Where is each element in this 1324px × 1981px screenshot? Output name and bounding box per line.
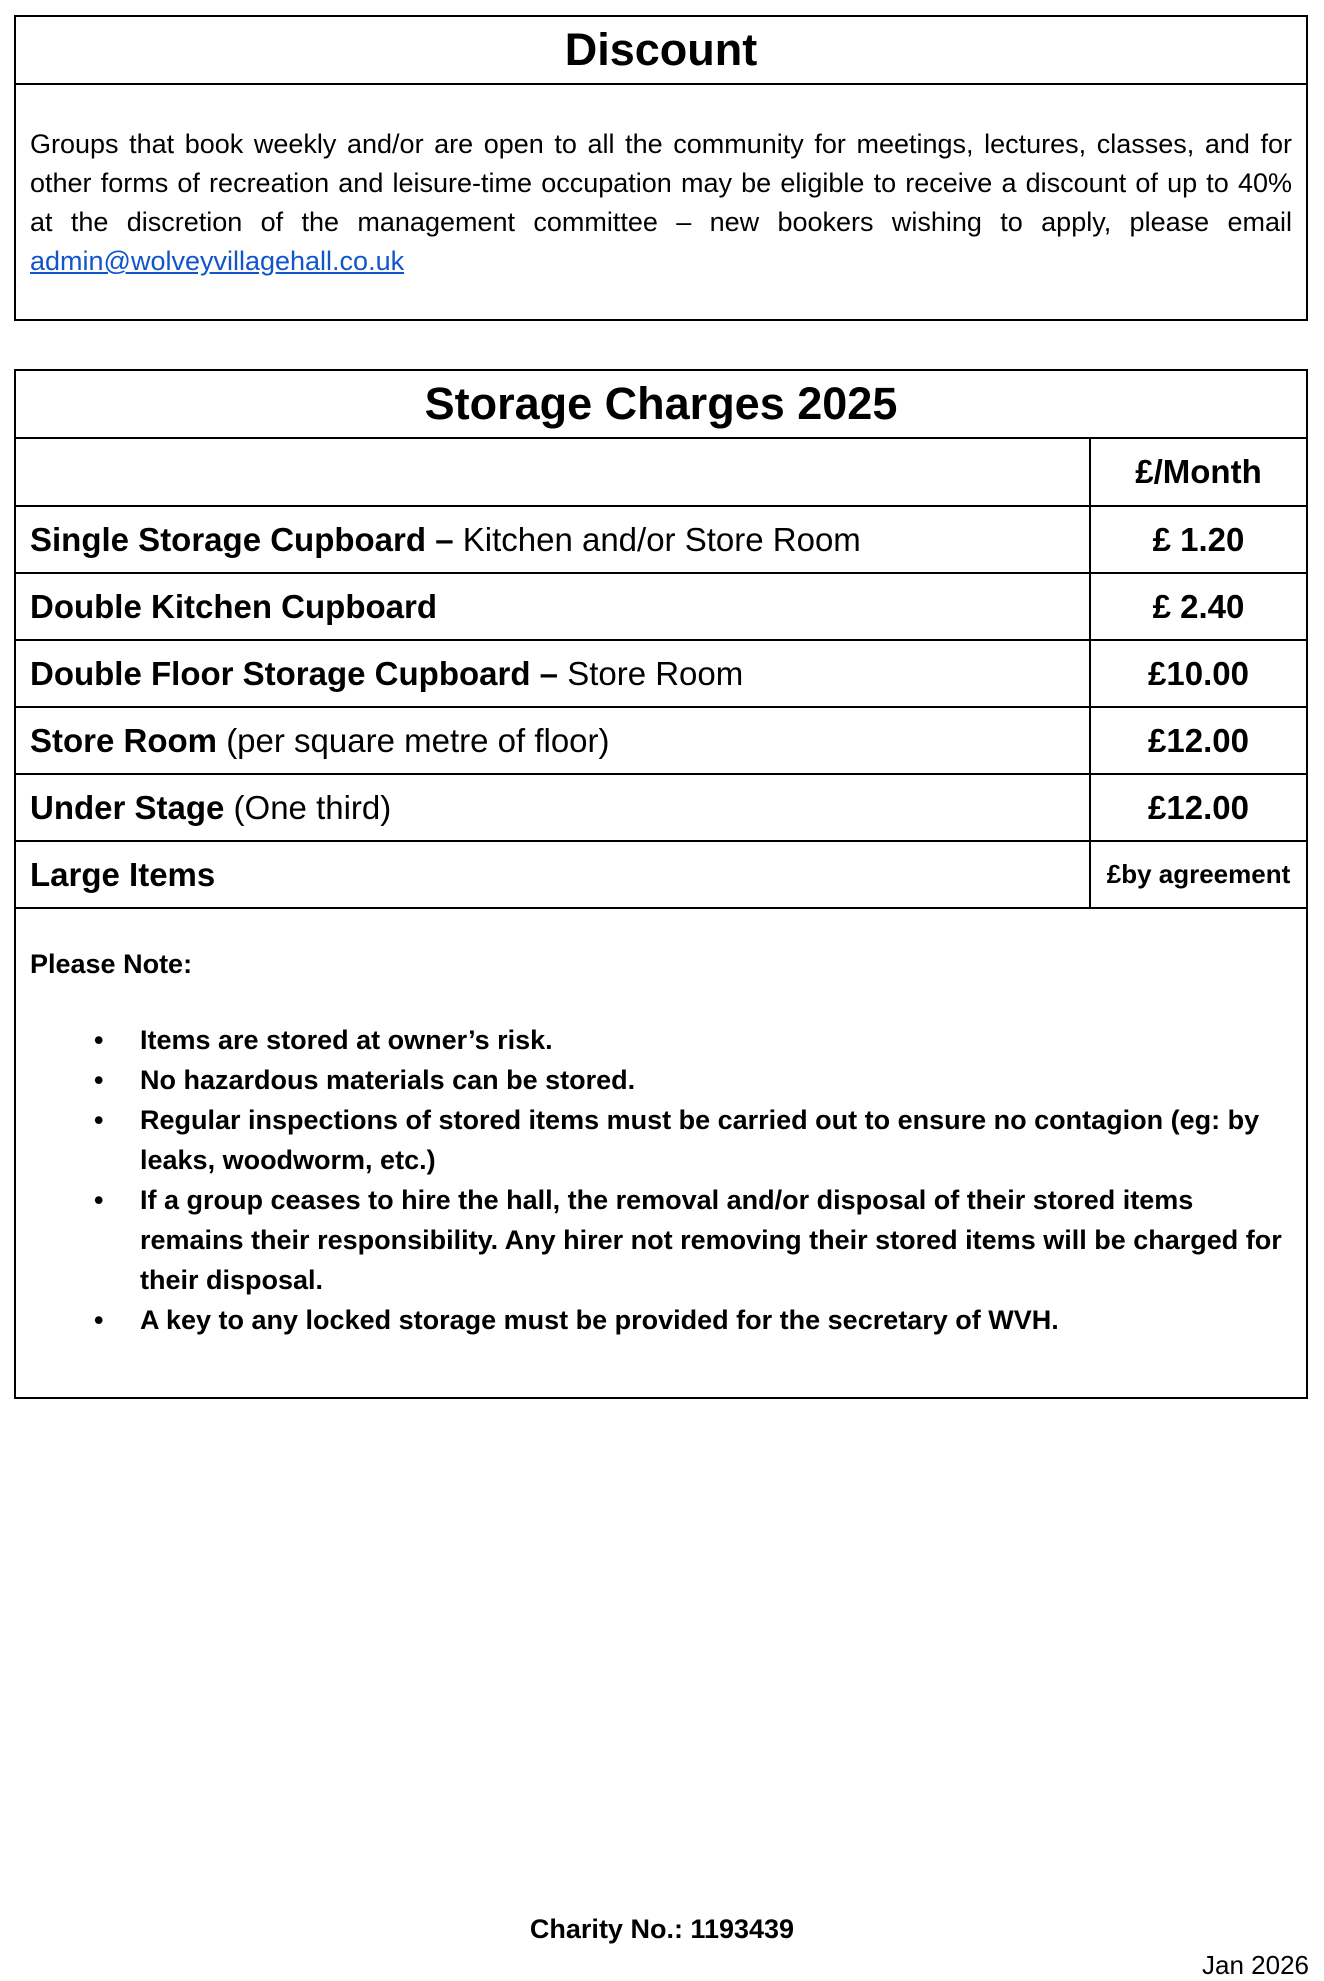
discount-section	[14, 15, 1308, 321]
item-name: Single Storage Cupboard –	[30, 520, 463, 558]
item-name: Large Items	[30, 855, 216, 893]
item-name: Double Kitchen Cupboard	[30, 587, 437, 625]
item-price: £ 1.20	[1090, 506, 1306, 573]
item-price: £by agreement	[1090, 841, 1306, 908]
table-row	[16, 506, 1306, 573]
note-text: If a group ceases to hire the hall, the removal and/or disposal of their stored items remains their responsibility. Any hirer not removing their stored items will be charged for their disposal.	[140, 1185, 1282, 1295]
discount-body: Groups that book weekly and/or are open to all the community for meetings, lectures, classes, and for other forms of recreation and leisure-time occupation may be eligible to receive a discount of up to 40% at the discretion of the management committee – new bookers wishing to apply, please email	[30, 129, 1292, 237]
bullet-icon: •	[94, 1065, 104, 1095]
item-price: £ 2.40	[1090, 573, 1306, 640]
bullet-icon: •	[94, 1305, 104, 1335]
notes-list	[30, 1020, 1292, 1340]
item-detail: Store Room	[567, 654, 744, 692]
storage-title: Storage Charges 2025	[16, 371, 1306, 439]
item-cell	[16, 640, 1090, 707]
item-cell	[16, 841, 1090, 908]
list-item	[94, 1100, 1292, 1180]
note-text: A key to any locked storage must be provided for the secretary of WVH.	[140, 1305, 1059, 1335]
notes-heading: Please Note:	[30, 949, 193, 979]
price-column-header: £/Month	[1090, 439, 1306, 506]
email-link[interactable]: admin@wolveyvillagehall.co.uk	[30, 246, 405, 276]
item-detail: (One third)	[233, 788, 392, 826]
item-name: Store Room	[30, 721, 227, 759]
item-cell	[16, 573, 1090, 640]
storage-charges-table	[16, 439, 1306, 909]
storage-section	[14, 369, 1308, 1399]
charity-number: Charity No.: 1193439	[529, 1914, 795, 1944]
item-price: £12.00	[1090, 774, 1306, 841]
table-row	[16, 774, 1306, 841]
note-text: Items are stored at owner’s risk.	[140, 1025, 553, 1055]
notes-section	[16, 909, 1306, 1340]
table-row	[16, 640, 1306, 707]
table-row	[16, 841, 1306, 908]
item-price: £12.00	[1090, 707, 1306, 774]
item-cell	[16, 774, 1090, 841]
item-name: Double Floor Storage Cupboard –	[30, 654, 568, 692]
note-text: No hazardous materials can be stored.	[140, 1065, 636, 1095]
item-cell	[16, 506, 1090, 573]
list-item	[94, 1060, 1292, 1100]
header-blank-cell	[16, 439, 1090, 506]
list-item	[94, 1300, 1292, 1340]
list-item	[94, 1020, 1292, 1060]
document-date: Jan 2026	[1202, 1950, 1309, 1980]
item-name: Under Stage	[30, 788, 234, 826]
bullet-icon: •	[94, 1025, 104, 1055]
bullet-icon: •	[94, 1105, 104, 1135]
item-price: £10.00	[1090, 640, 1306, 707]
item-detail: (per square metre of floor)	[226, 721, 610, 759]
item-cell	[16, 707, 1090, 774]
list-item	[94, 1180, 1292, 1300]
discount-title: Discount	[16, 17, 1306, 85]
table-row	[16, 707, 1306, 774]
note-text: Regular inspections of stored items must be carried out to ensure no contagion (eg: by leaks, woodworm, etc.)	[140, 1105, 1260, 1175]
discount-text	[16, 85, 1306, 281]
item-detail: Kitchen and/or Store Room	[462, 520, 861, 558]
table-header-row	[16, 439, 1306, 506]
bullet-icon: •	[94, 1185, 104, 1215]
table-row	[16, 573, 1306, 640]
